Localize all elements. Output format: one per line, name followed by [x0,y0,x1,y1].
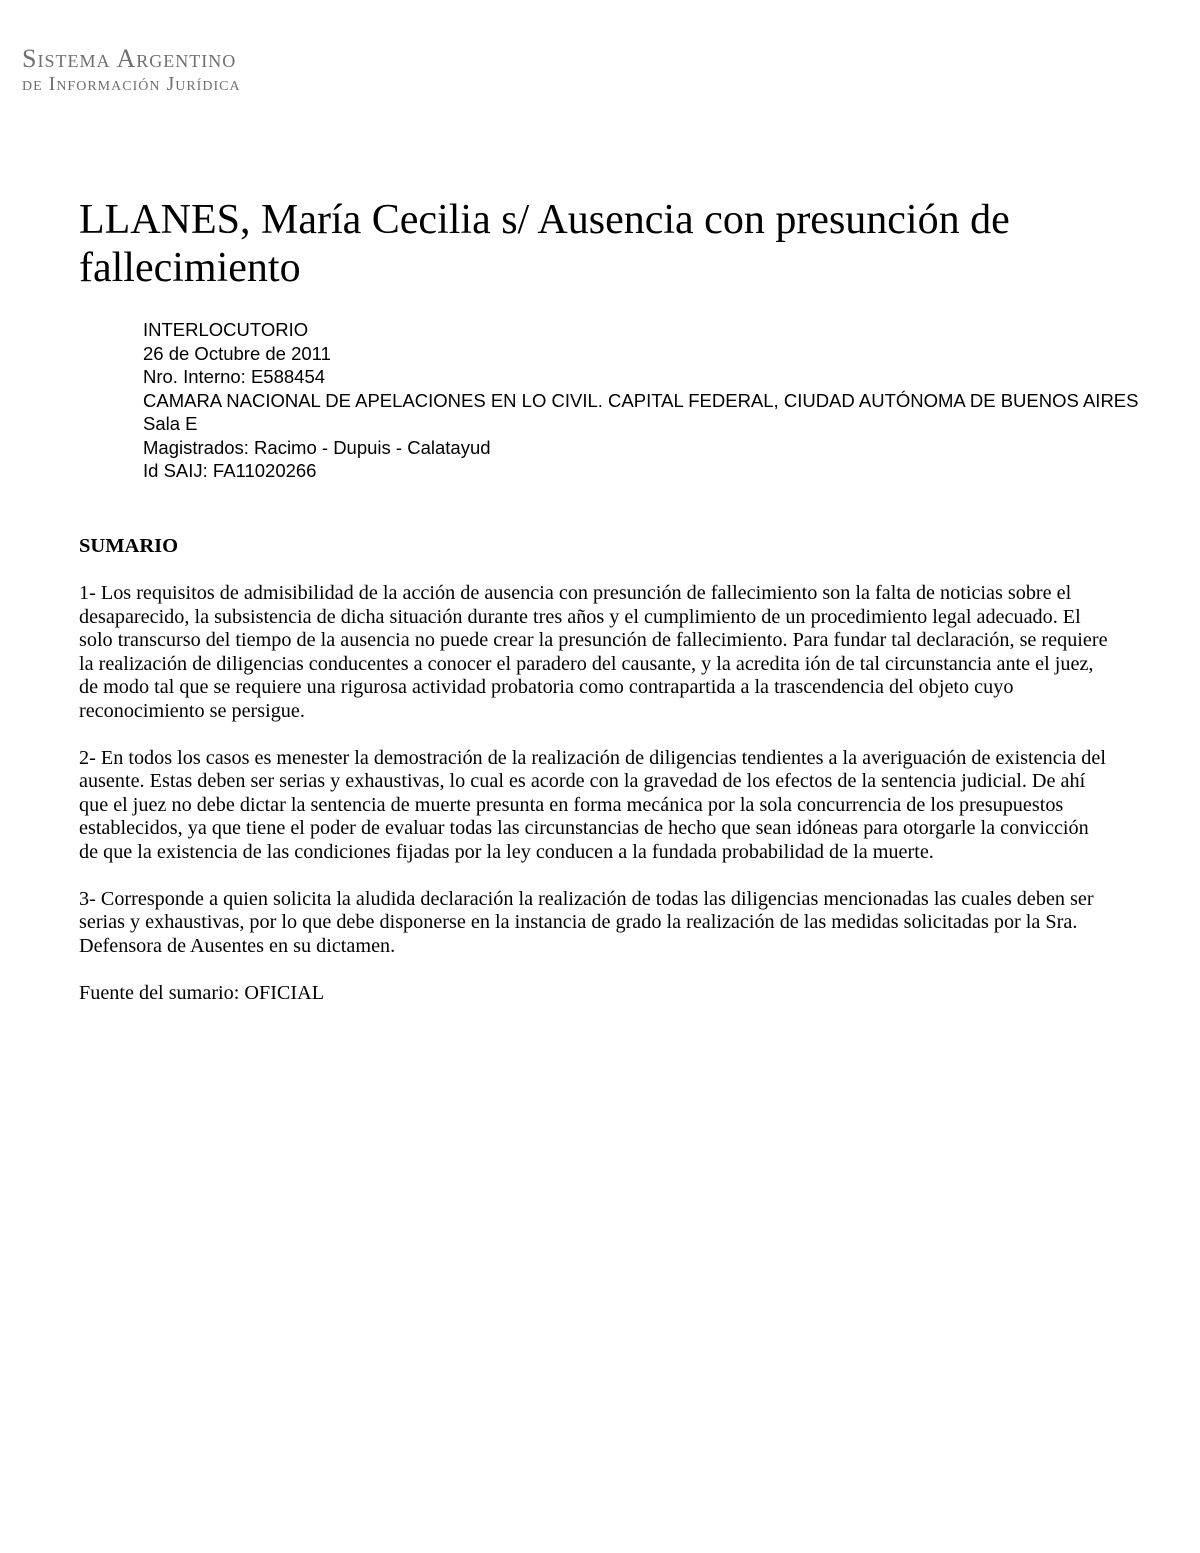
logo-line-2: de Información Jurídica [22,73,241,95]
chamber: Sala E [143,413,198,434]
document-title: LLANES, María Cecilia s/ Ausencia con presunción de fallecimiento [79,197,1010,291]
judges: Magistrados: Racimo - Dupuis - Calatayud [143,436,491,458]
document-metadata [143,318,1143,483]
summary-paragraph-1: 1- Los requisitos de admisibilidad de la acción de ausencia con presunción de fallecimiento son la falta de noticias sobre el desaparecido, la subsistencia de dicha situación durante tres años y el cumplimiento de un procedimiento legal adecuado. El solo transcurso del tiempo de la ausencia no puede crear la presunción de fallecimiento. Para fundar tal declaración, se requiere la realización de diligencias conducentes a conocer el paradero del causante, y la acredita ión de tal circunstancia ante el juez, de modo tal que se requiere una rigurosa actividad probatoria como contrapartida a la trascendencia del objeto cuyo reconocimiento se persigue. [79,582,1108,722]
summary-paragraph-3: 3- Corresponde a quien solicita la aludida declaración la realización de todas las diligencias mencionadas las cuales deben ser serias y exhaustivas, por lo que debe disponerse en la instancia de grado la realización de las medidas solicitadas por la Sra. Defensora de Ausentes en su dictamen. [79,887,1094,957]
summary-heading: SUMARIO [79,535,179,557]
summary-source: Fuente del sumario: OFICIAL [79,981,325,1004]
summary-paragraph-2: 2- En todos los casos es menester la demostración de la realización de diligencias tendientes a la averiguación de existencia del ausente. Estas deben ser serias y exhaustivas, lo cual es acorde con la gravedad de los efectos de la sentencia judicial. De ahí que el juez no debe dictar la sentencia de muerte presunta en forma mecánica por la sola concurrencia de los presupuestos establecidos, ya que tiene el poder de evaluar todas las circunstancias de hecho que sean idóneas para otorgarle la convicción de que la existencia de las condiciones fijadas por la ley conducen a la fundada probabilidad de la muerte. [79,746,1106,863]
internal-number: Nro. Interno: E588454 [143,366,326,387]
saij-logo [22,46,241,94]
ruling-type: INTERLOCUTORIO [143,319,309,340]
logo-line-1: Sistema Argentino [22,44,237,73]
court-name: CAMARA NACIONAL DE APELACIONES EN LO CIVIL. CAPITAL FEDERAL, CIUDAD AUTÓNOMA DE BUENOS AIRES [143,389,1139,411]
saij-id: Id SAIJ: FA11020266 [143,460,317,481]
document-content [79,535,1109,1029]
ruling-date: 26 de Octubre de 2011 [143,342,331,364]
